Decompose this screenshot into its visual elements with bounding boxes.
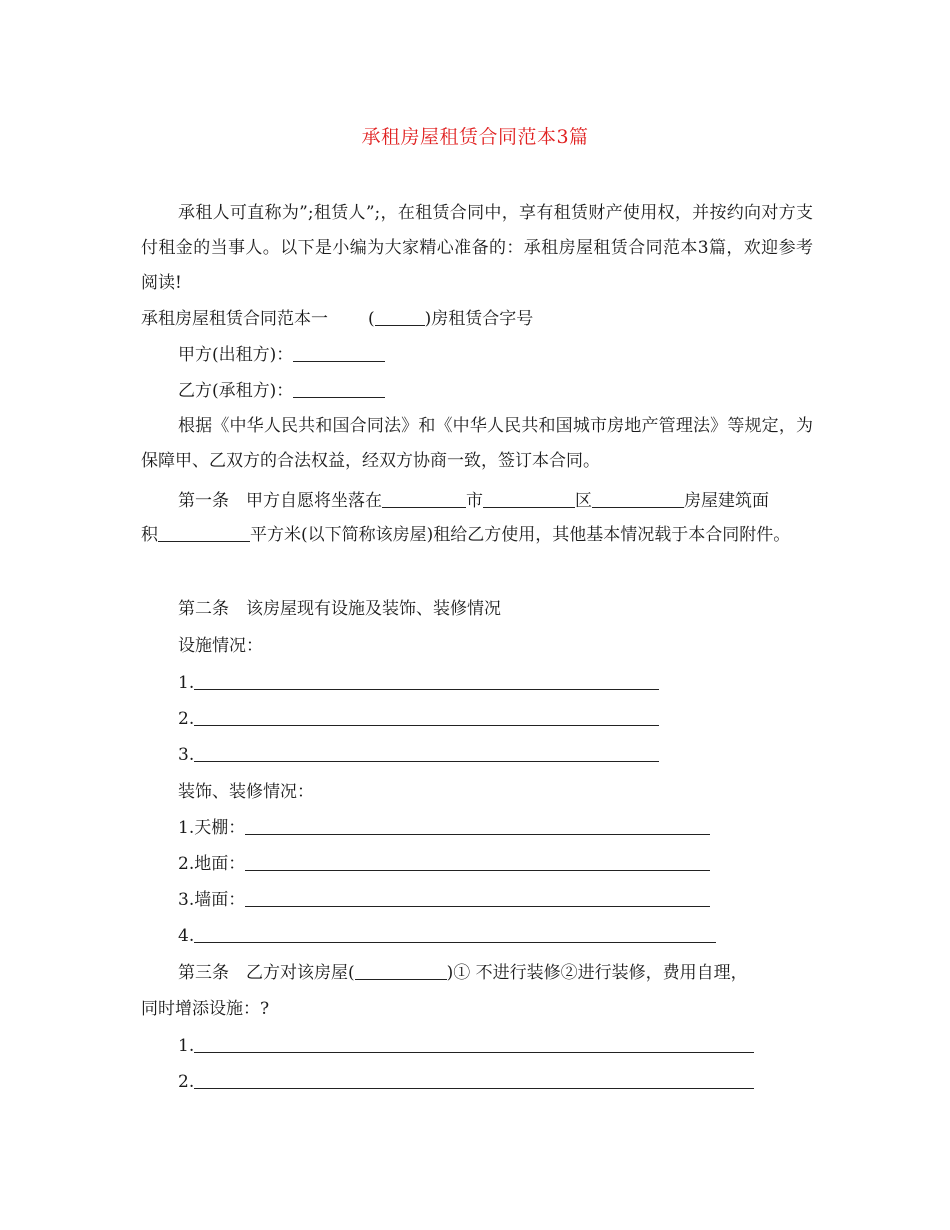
preamble-paragraph: 根据《中华人民共和国合同法》和《中华人民共和国城市房地产管理法》等规定，为保障甲、乙双方的合法权益，经双方协商一致，签订本合同。 <box>141 416 813 471</box>
decoration-item-4-blank <box>194 924 716 943</box>
article1-line1 <box>178 488 769 514</box>
decoration-item-4-label: 4. <box>178 926 195 946</box>
added-facility-item-1-blank <box>194 1034 754 1053</box>
party-b-blank <box>293 379 385 398</box>
contract-number-blank <box>375 307 425 326</box>
article3-blank-choice <box>355 961 447 980</box>
article1-blank-district <box>592 489 684 508</box>
article1-text-city: 市 <box>466 491 483 511</box>
decoration-item-2-blank <box>245 852 710 871</box>
party-a-label: 甲方(出租方)： <box>178 345 294 365</box>
article2-heading: 第二条 该房屋现有设施及装饰、装修情况 <box>178 599 501 619</box>
decoration-item-2 <box>178 851 710 877</box>
facility-item-1-number: 1. <box>178 673 195 693</box>
added-facility-item-1 <box>178 1033 754 1059</box>
decoration-item-1-blank <box>245 816 710 835</box>
facility-item-2-number: 2. <box>178 709 195 729</box>
added-facility-item-2-number: 2. <box>178 1072 195 1092</box>
intro-paragraph: 承租人可直称为”;租赁人”;，在租赁合同中，享有租赁财产使用权，并按约向对方支付租金的当事人。以下是小编为大家精心准备的：承租房屋租赁合同范本3篇，欢迎参考阅读! <box>141 203 813 293</box>
contract-name: 承租房屋租赁合同范本一 <box>141 309 328 329</box>
article3-line1 <box>178 960 748 986</box>
facility-item-1-blank <box>194 671 659 690</box>
facility-item-2 <box>178 706 659 732</box>
article3-line2: 同时增添设施：? <box>141 999 270 1019</box>
article1-text-area: 房屋建筑面 <box>684 491 769 511</box>
article1-text-district: 区 <box>575 491 592 511</box>
added-facility-item-1-number: 1. <box>178 1036 195 1056</box>
document-title: 承租房屋租赁合同范本3篇 <box>361 126 589 148</box>
facility-item-1 <box>178 670 659 696</box>
article1-continued <box>141 518 813 553</box>
facility-item-3-number: 3. <box>178 745 195 765</box>
article3-text-options: )① 不进行装修②进行装修，费用自理， <box>446 963 748 983</box>
article3-text-start: 第三条 乙方对该房屋( <box>178 963 355 983</box>
contract-number-open: ( <box>368 309 375 329</box>
decoration-item-1-label: 1.天棚： <box>178 818 246 838</box>
party-b-label: 乙方(承租方)： <box>178 381 294 401</box>
article1-blank-city <box>483 489 575 508</box>
facility-item-3 <box>178 742 659 768</box>
decoration-item-3 <box>178 887 710 913</box>
decoration-label: 装饰、装修情况： <box>178 782 314 802</box>
article1-blank-area <box>158 523 250 542</box>
decoration-item-3-label: 3.墙面： <box>178 890 246 910</box>
contract-heading <box>141 306 533 332</box>
facility-item-3-blank <box>194 743 659 762</box>
article1-text-location: 第一条 甲方自愿将坐落在 <box>178 491 382 511</box>
decoration-item-1 <box>178 815 710 841</box>
party-b-line <box>178 378 385 404</box>
article1-blank-location <box>382 489 466 508</box>
facilities-label: 设施情况： <box>178 636 263 656</box>
facility-item-2-blank <box>194 707 659 726</box>
party-a-line <box>178 342 385 368</box>
decoration-item-3-blank <box>245 888 710 907</box>
article1-text-rest: 平方米(以下简称该房屋)租给乙方使用，其他基本情况载于本合同附件。 <box>250 525 791 545</box>
decoration-item-2-label: 2.地面： <box>178 854 246 874</box>
party-a-blank <box>293 343 385 362</box>
added-facility-item-2 <box>178 1069 754 1095</box>
contract-number-close: )房租赁合字号 <box>424 309 534 329</box>
added-facility-item-2-blank <box>194 1070 754 1089</box>
article1-text-ji: 积 <box>141 525 158 545</box>
decoration-item-4 <box>178 923 716 949</box>
